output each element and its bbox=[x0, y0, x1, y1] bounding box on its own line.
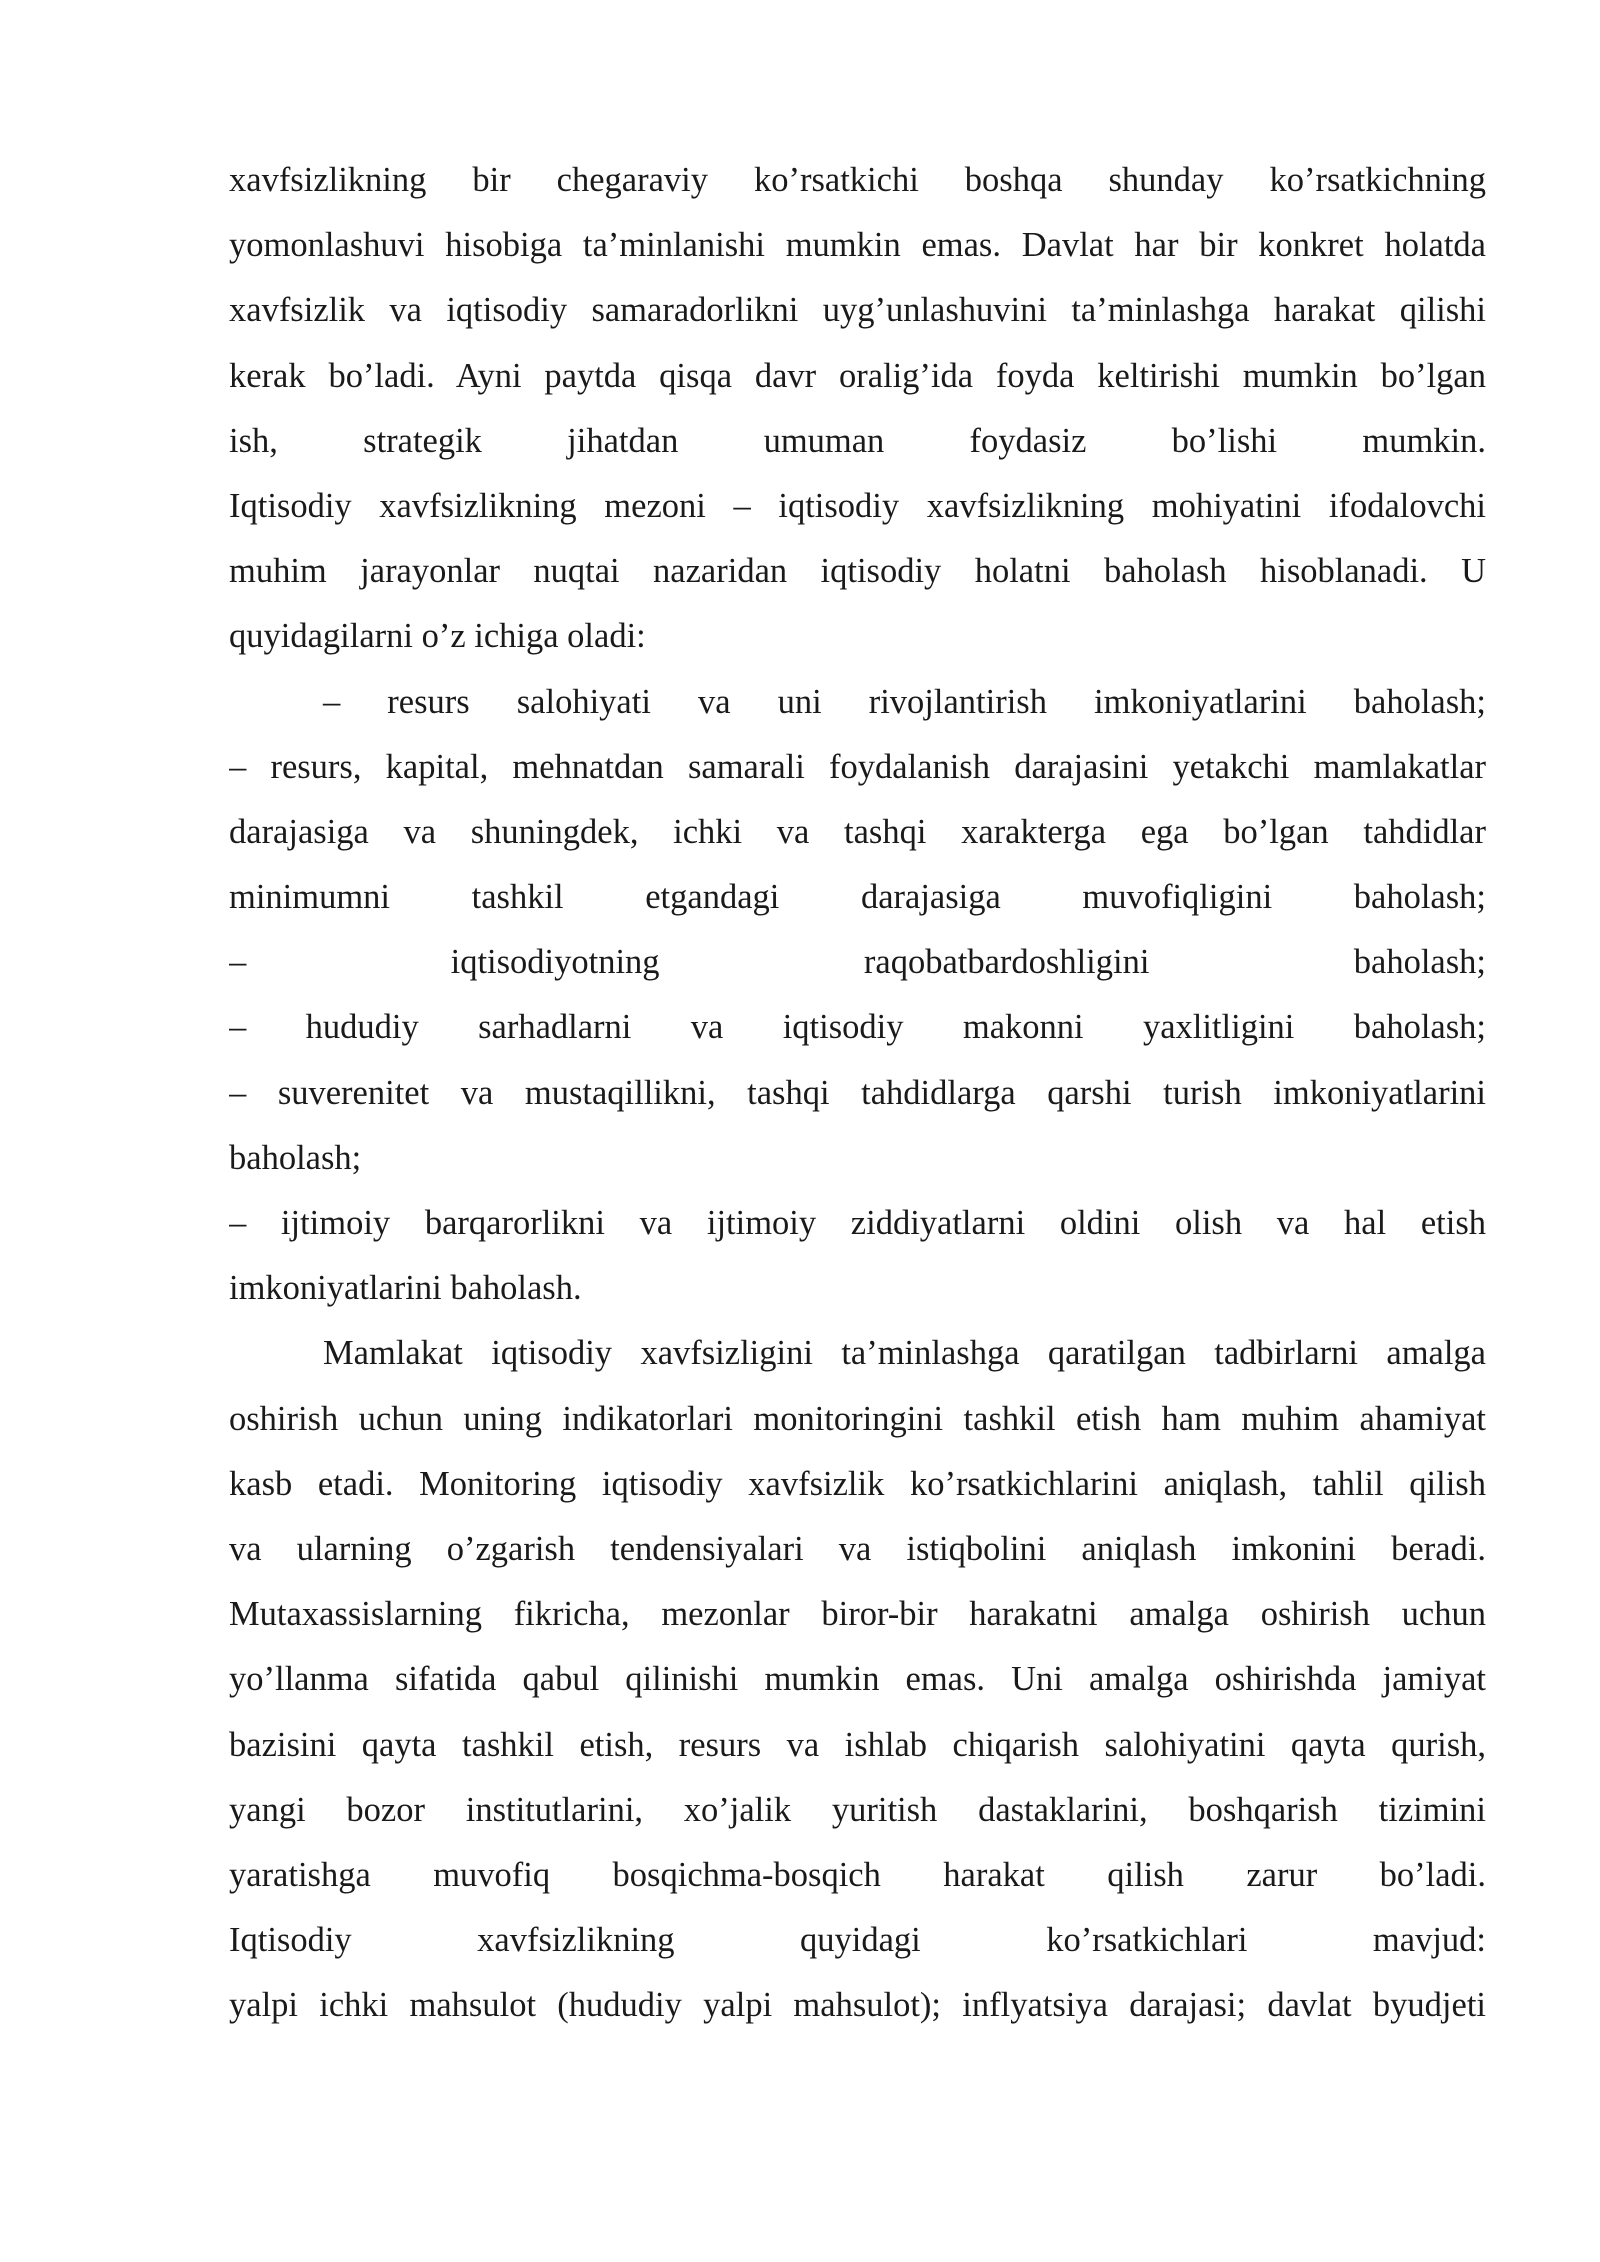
text-line: – iqtisodiyotning raqobatbardoshligini baholash; bbox=[229, 943, 1486, 982]
text-line: – resurs, kapital, mehnatdan samarali foydalanish darajasini yetakchi mamlakatlar bbox=[229, 747, 1486, 786]
text-line: bazisini qayta tashkil etish, resurs va ishlab chiqarish salohiyatini qayta qurish, bbox=[229, 1725, 1486, 1764]
text-line: ish, strategik jihatdan umuman foydasiz bo’lishi mumkin. bbox=[229, 421, 1486, 460]
body-text bbox=[229, 148, 1486, 2038]
text-line: Mamlakat iqtisodiy xavfsizligini ta’minlashga qaratilgan tadbirlarni amalga bbox=[323, 1334, 1486, 1373]
text-line: – suverenitet va mustaqillikni, tashqi tahdidlarga qarshi turish imkoniyatlarini bbox=[229, 1073, 1486, 1112]
text-line: kerak bo’ladi. Ayni paytda qisqa davr oralig’ida foyda keltirishi mumkin bo’lgan bbox=[229, 356, 1486, 395]
text-line: Mutaxassislarning fikricha, mezonlar biror-bir harakatni amalga oshirish uchun bbox=[229, 1595, 1486, 1634]
text-line: kasb etadi. Monitoring iqtisodiy xavfsizlik ko’rsatkichlarini aniqlash, tahlil qilish bbox=[229, 1464, 1486, 1503]
text-line: – hududiy sarhadlarni va iqtisodiy makonni yaxlitligini baholash; bbox=[229, 1008, 1486, 1047]
text-line: xavfsizlik va iqtisodiy samaradorlikni uyg’unlashuvini ta’minlashga harakat qilishi bbox=[229, 291, 1486, 330]
text-line: baholash; bbox=[229, 1138, 362, 1177]
text-line: yangi bozor institutlarini, xo’jalik yuritish dastaklarini, boshqarish tizimini bbox=[229, 1790, 1486, 1829]
text-line: yalpi ichki mahsulot (hududiy yalpi mahsulot); inflyatsiya darajasi; davlat byudjeti bbox=[229, 1986, 1486, 2025]
text-line: va ularning o’zgarish tendensiyalari va istiqbolini aniqlash imkonini beradi. bbox=[229, 1529, 1486, 1568]
text-line: Iqtisodiy xavfsizlikning mezoni – iqtisodiy xavfsizlikning mohiyatini ifodalovchi bbox=[229, 486, 1486, 525]
text-line: muhim jarayonlar nuqtai nazaridan iqtisodiy holatni baholash hisoblanadi. U bbox=[229, 552, 1486, 591]
text-line: yaratishga muvofiq bosqichma-bosqich harakat qilish zarur bo’ladi. bbox=[229, 1855, 1486, 1894]
text-line: – resurs salohiyati va uni rivojlantirish imkoniyatlarini baholash; bbox=[323, 682, 1486, 721]
text-line: imkoniyatlarini baholash. bbox=[229, 1269, 582, 1308]
text-line: yo’llanma sifatida qabul qilinishi mumkin emas. Uni amalga oshirishda jamiyat bbox=[229, 1660, 1486, 1699]
text-line: Iqtisodiy xavfsizlikning quyidagi ko’rsatkichlari mavjud: bbox=[229, 1921, 1486, 1960]
text-line: – ijtimoiy barqarorlikni va ijtimoiy ziddiyatlarni oldini olish va hal etish bbox=[229, 1204, 1486, 1242]
text-line: yomonlashuvi hisobiga ta’minlanishi mumkin emas. Davlat har bir konkret holatda bbox=[229, 226, 1486, 265]
text-line: quyidagilarni o’z ichiga oladi: bbox=[229, 617, 646, 656]
text-line: darajasiga va shuningdek, ichki va tashqi xarakterga ega bo’lgan tahdidlar bbox=[229, 812, 1486, 851]
text-line: minimumni tashkil etgandagi darajasiga muvofiqligini baholash; bbox=[229, 878, 1486, 917]
text-line: oshirish uchun uning indikatorlari monitoringini tashkil etish ham muhim ahamiyat bbox=[229, 1399, 1486, 1438]
text-line: xavfsizlikning bir chegaraviy ko’rsatkichi boshqa shunday ko’rsatkichning bbox=[229, 161, 1486, 199]
